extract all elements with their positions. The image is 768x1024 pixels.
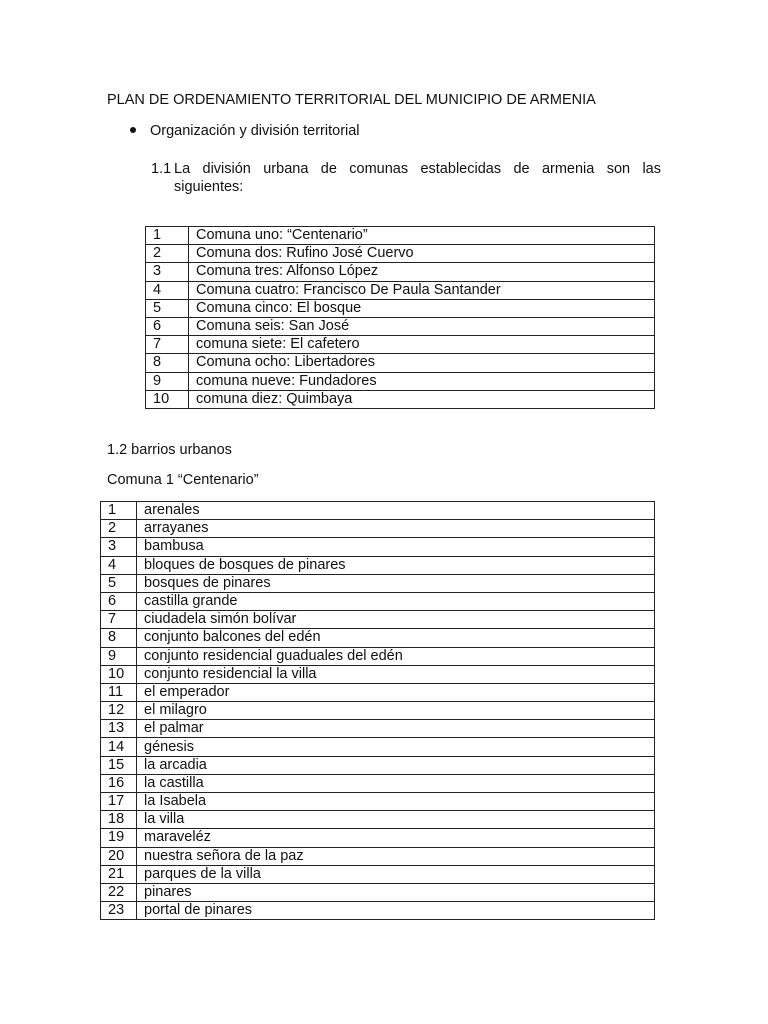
row-number: 8 bbox=[146, 354, 189, 372]
table-row bbox=[101, 538, 655, 556]
row-name: Comuna uno: “Centenario” bbox=[189, 227, 655, 245]
table-row bbox=[101, 683, 655, 701]
row-number: 2 bbox=[101, 520, 137, 538]
row-name: Comuna dos: Rufino José Cuervo bbox=[189, 245, 655, 263]
row-name: Comuna tres: Alfonso López bbox=[189, 263, 655, 281]
row-number: 9 bbox=[146, 372, 189, 390]
row-number: 21 bbox=[101, 865, 137, 883]
document-title: PLAN DE ORDENAMIENTO TERRITORIAL DEL MUNICIPIO DE ARMENIA bbox=[107, 92, 596, 108]
row-name: la castilla bbox=[137, 774, 655, 792]
row-name: conjunto residencial la villa bbox=[137, 665, 655, 683]
row-number: 10 bbox=[101, 665, 137, 683]
row-name: el emperador bbox=[137, 683, 655, 701]
row-number: 13 bbox=[101, 720, 137, 738]
row-number: 9 bbox=[101, 647, 137, 665]
table-row bbox=[101, 902, 655, 920]
table-row bbox=[101, 774, 655, 792]
row-number: 1 bbox=[146, 227, 189, 245]
paragraph-line-1: La división urbana de comunas establecidas de armenia son las bbox=[174, 161, 661, 177]
row-name: bosques de pinares bbox=[137, 574, 655, 592]
row-number: 18 bbox=[101, 811, 137, 829]
row-name: conjunto balcones del edén bbox=[137, 629, 655, 647]
row-number: 22 bbox=[101, 883, 137, 901]
table-row bbox=[101, 556, 655, 574]
row-number: 5 bbox=[101, 574, 137, 592]
section-number: 1.1 bbox=[151, 161, 172, 177]
row-number: 10 bbox=[146, 390, 189, 408]
table-row bbox=[101, 883, 655, 901]
table-row bbox=[101, 702, 655, 720]
section-1-1-paragraph bbox=[151, 160, 661, 196]
table-row bbox=[101, 756, 655, 774]
row-name: comuna diez: Quimbaya bbox=[189, 390, 655, 408]
table-row bbox=[146, 227, 655, 245]
row-number: 16 bbox=[101, 774, 137, 792]
table-row bbox=[146, 245, 655, 263]
row-number: 4 bbox=[101, 556, 137, 574]
table-row bbox=[101, 829, 655, 847]
row-number: 3 bbox=[101, 538, 137, 556]
table-row bbox=[146, 299, 655, 317]
section-1-2-heading: 1.2 barrios urbanos bbox=[107, 442, 232, 458]
table-row bbox=[101, 720, 655, 738]
row-name: Comuna seis: San José bbox=[189, 317, 655, 335]
table-row bbox=[101, 847, 655, 865]
row-number: 1 bbox=[101, 502, 137, 520]
row-name: el milagro bbox=[137, 702, 655, 720]
bullet-item bbox=[130, 123, 360, 139]
table-row bbox=[101, 811, 655, 829]
row-number: 17 bbox=[101, 793, 137, 811]
table-row bbox=[101, 793, 655, 811]
row-name: la villa bbox=[137, 811, 655, 829]
table-row bbox=[146, 263, 655, 281]
table-row bbox=[101, 520, 655, 538]
row-name: ciudadela simón bolívar bbox=[137, 611, 655, 629]
row-name: nuestra señora de la paz bbox=[137, 847, 655, 865]
row-name: Comuna ocho: Libertadores bbox=[189, 354, 655, 372]
table-row bbox=[101, 629, 655, 647]
row-name: portal de pinares bbox=[137, 902, 655, 920]
table-row bbox=[101, 865, 655, 883]
bullet-text: Organización y división territorial bbox=[150, 123, 360, 139]
row-number: 20 bbox=[101, 847, 137, 865]
row-number: 3 bbox=[146, 263, 189, 281]
row-name: Comuna cinco: El bosque bbox=[189, 299, 655, 317]
row-number: 7 bbox=[146, 336, 189, 354]
row-name: comuna siete: El cafetero bbox=[189, 336, 655, 354]
row-name: pinares bbox=[137, 883, 655, 901]
row-name: la Isabela bbox=[137, 793, 655, 811]
table-row bbox=[101, 738, 655, 756]
row-name: génesis bbox=[137, 738, 655, 756]
row-name: castilla grande bbox=[137, 592, 655, 610]
table-row bbox=[146, 336, 655, 354]
table-row bbox=[146, 281, 655, 299]
row-number: 14 bbox=[101, 738, 137, 756]
row-number: 5 bbox=[146, 299, 189, 317]
table-row bbox=[146, 317, 655, 335]
row-number: 15 bbox=[101, 756, 137, 774]
row-number: 7 bbox=[101, 611, 137, 629]
row-name: bambusa bbox=[137, 538, 655, 556]
bullet-dot-icon bbox=[130, 127, 136, 133]
table-row bbox=[146, 390, 655, 408]
comunas-table bbox=[145, 226, 655, 409]
row-name: bloques de bosques de pinares bbox=[137, 556, 655, 574]
paragraph-line-2: siguientes: bbox=[174, 179, 244, 195]
barrios-table bbox=[100, 501, 655, 920]
table-row bbox=[101, 665, 655, 683]
row-name: arenales bbox=[137, 502, 655, 520]
row-number: 23 bbox=[101, 902, 137, 920]
row-number: 2 bbox=[146, 245, 189, 263]
row-name: arrayanes bbox=[137, 520, 655, 538]
row-name: maraveléz bbox=[137, 829, 655, 847]
table-row bbox=[146, 372, 655, 390]
row-number: 8 bbox=[101, 629, 137, 647]
table-row bbox=[101, 611, 655, 629]
row-number: 6 bbox=[101, 592, 137, 610]
table-row bbox=[101, 647, 655, 665]
row-name: Comuna cuatro: Francisco De Paula Santander bbox=[189, 281, 655, 299]
row-name: comuna nueve: Fundadores bbox=[189, 372, 655, 390]
row-name: parques de la villa bbox=[137, 865, 655, 883]
table-row bbox=[101, 592, 655, 610]
row-number: 11 bbox=[101, 683, 137, 701]
row-name: el palmar bbox=[137, 720, 655, 738]
comuna-1-heading: Comuna 1 “Centenario” bbox=[107, 472, 259, 488]
row-number: 4 bbox=[146, 281, 189, 299]
row-name: conjunto residencial guaduales del edén bbox=[137, 647, 655, 665]
table-row bbox=[146, 354, 655, 372]
table-row bbox=[101, 574, 655, 592]
table-row bbox=[101, 502, 655, 520]
row-number: 19 bbox=[101, 829, 137, 847]
row-name: la arcadia bbox=[137, 756, 655, 774]
row-number: 12 bbox=[101, 702, 137, 720]
row-number: 6 bbox=[146, 317, 189, 335]
